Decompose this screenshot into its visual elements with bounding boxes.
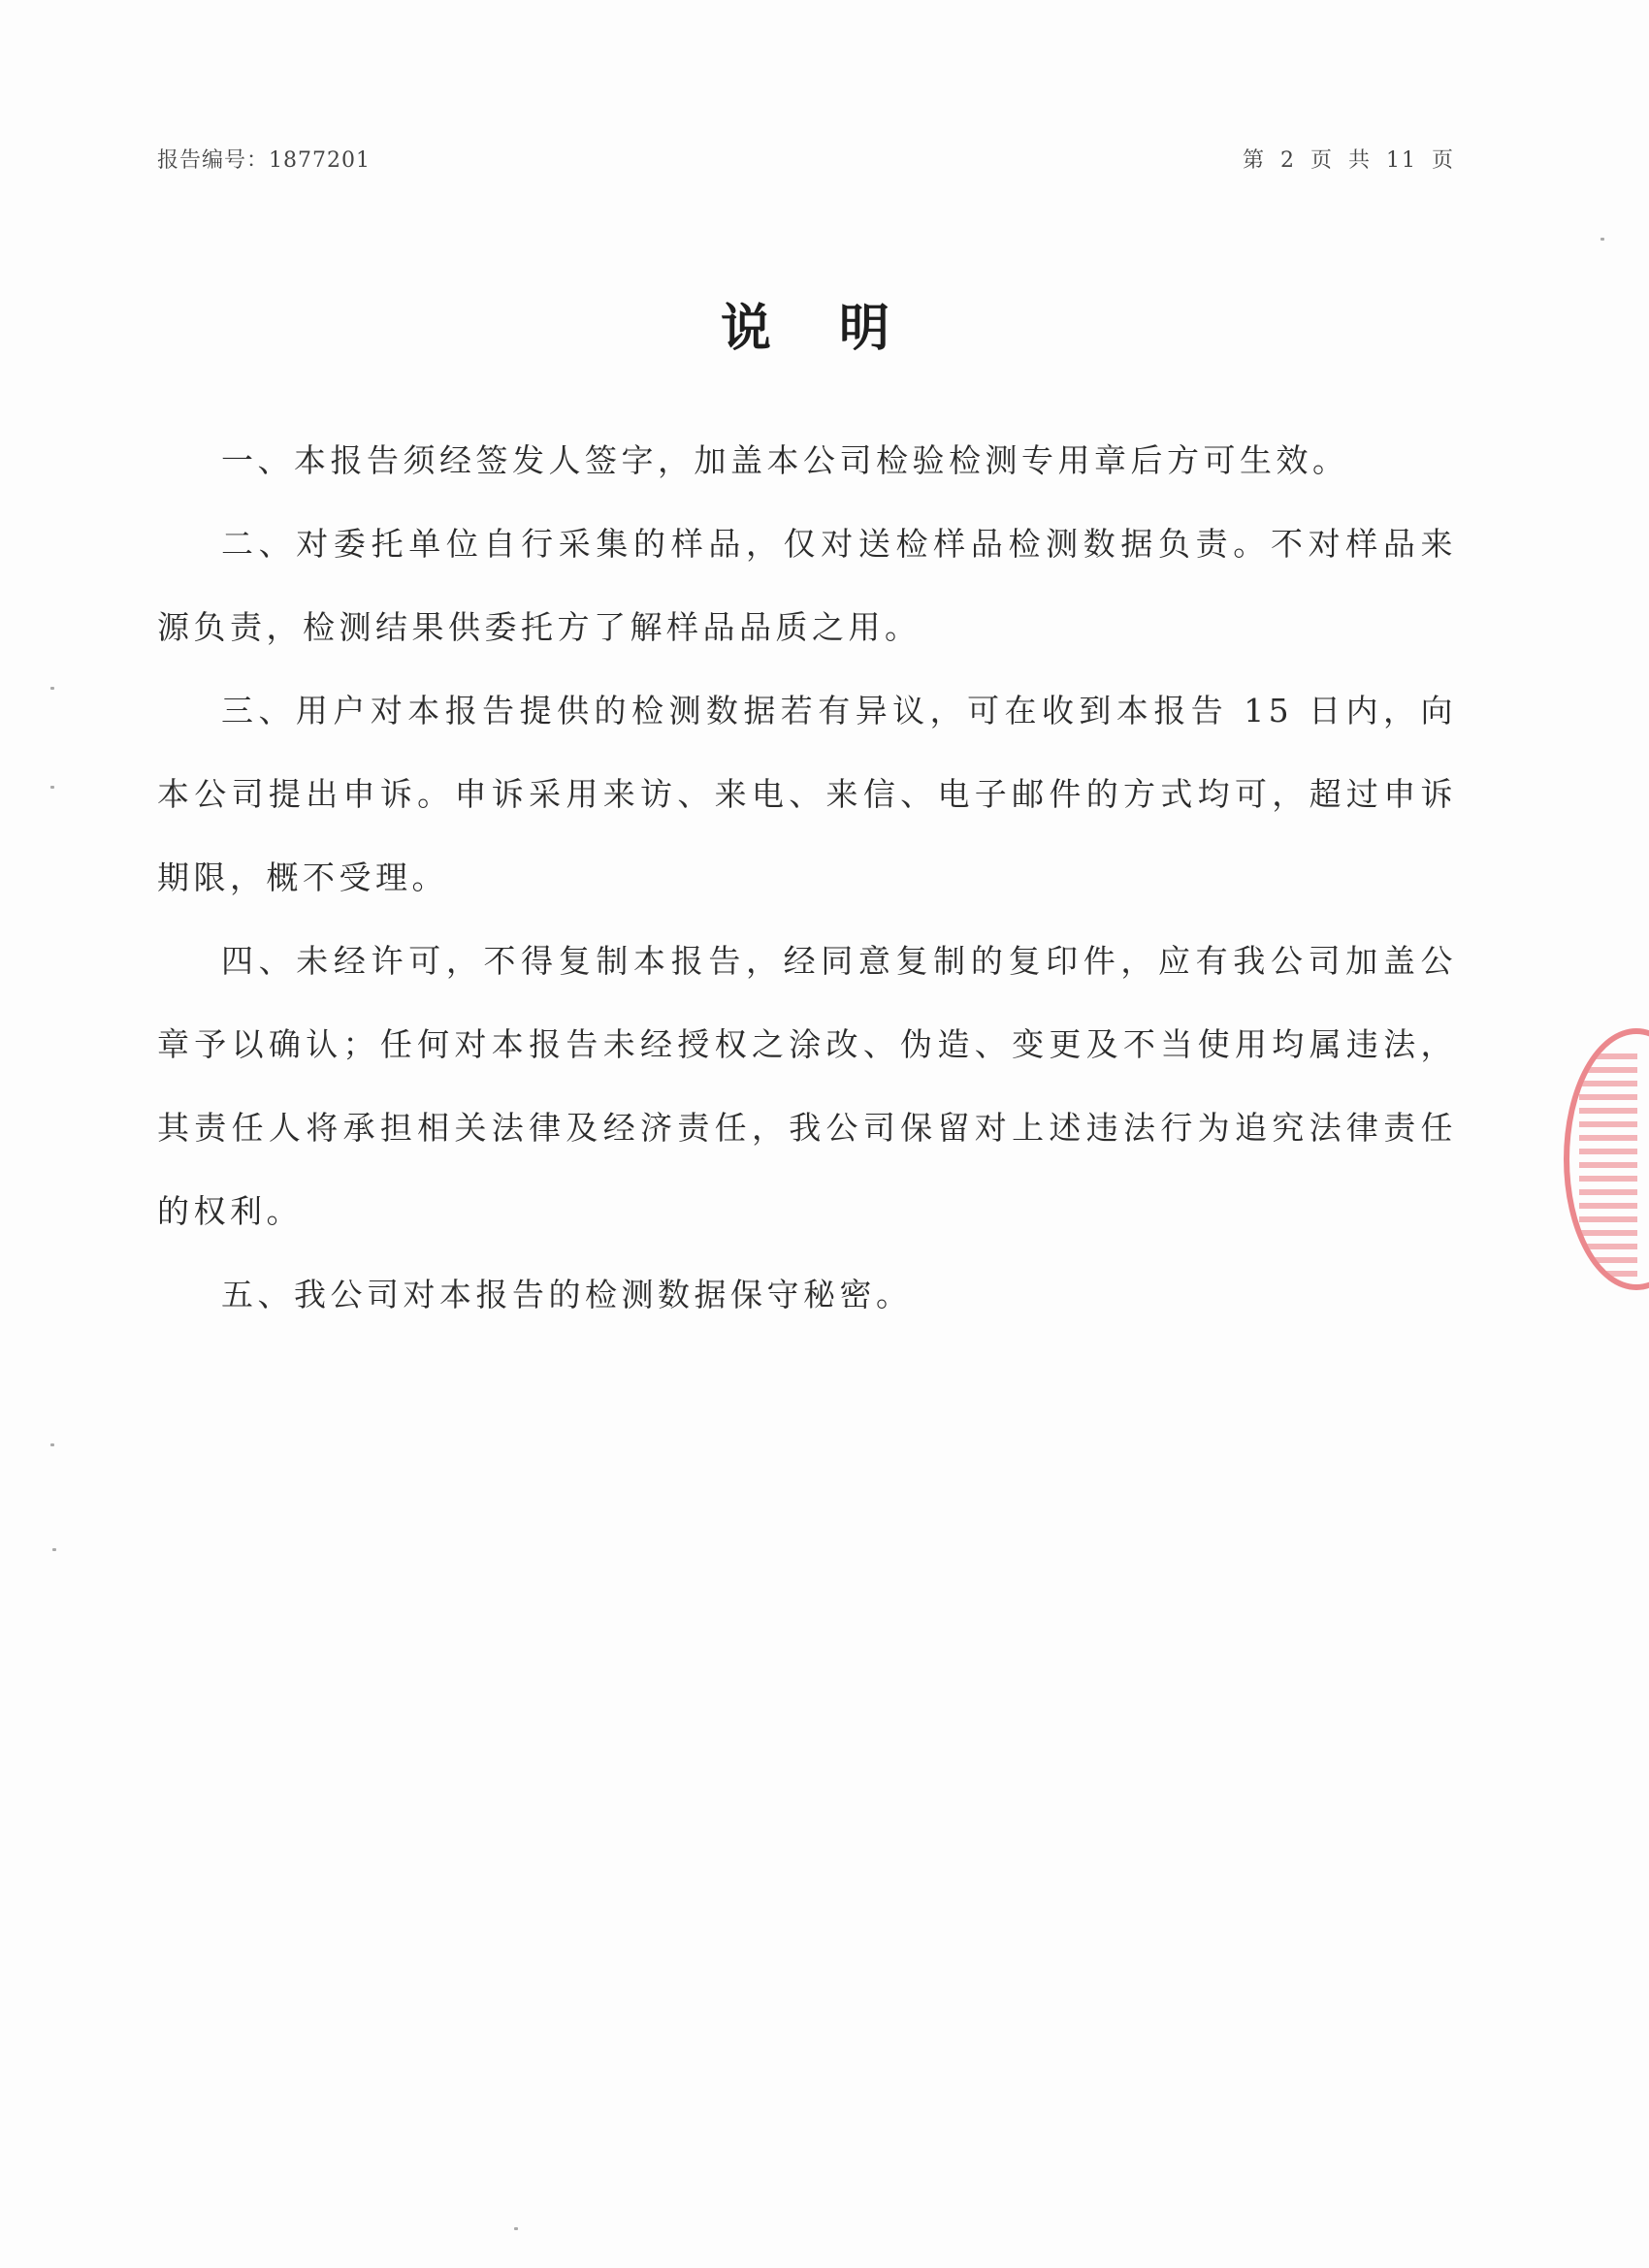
scan-speck xyxy=(50,1443,54,1446)
scan-speck xyxy=(1600,238,1604,241)
scan-speck xyxy=(514,2227,518,2230)
official-seal-stamp xyxy=(1564,1028,1649,1290)
page-indicator: 第 2 页 共 11 页 xyxy=(1243,148,1455,173)
scan-speck xyxy=(50,786,54,789)
page-title: 说明 xyxy=(720,300,957,358)
statement-item-4: 四、未经许可，不得复制本报告，经同意复制的复印件，应有我公司加盖公章予以确认；任何对本报告未经授权之涂改、伪造、变更及不当使用均属违法，其责任人将承担相关法律及经济责任，我公司保留对上述违法行为追究法律责任的权利。 xyxy=(157,942,1457,1230)
statement-item-5: 五、我公司对本报告的检测数据保守秘密。 xyxy=(221,1276,913,1313)
scan-speck xyxy=(52,1548,56,1551)
statement-item-2: 二、对委托单位自行采集的样品，仅对送检样品检测数据负责。不对样品来源负责，检测结果供委托方了解样品品质之用。 xyxy=(157,525,1457,646)
report-number: 报告编号：1877201 xyxy=(157,148,371,173)
scan-speck xyxy=(50,687,54,690)
statement-body xyxy=(157,419,1457,1337)
statement-item-1: 一、本报告须经签发人签字，加盖本公司检验检测专用章后方可生效。 xyxy=(221,441,1349,479)
statement-item-3: 三、用户对本报告提供的检测数据若有异议，可在收到本报告 15 日内，向本公司提出申诉。申诉采用来访、来电、来信、电子邮件的方式均可，超过申诉期限，概不受理。 xyxy=(157,692,1457,896)
